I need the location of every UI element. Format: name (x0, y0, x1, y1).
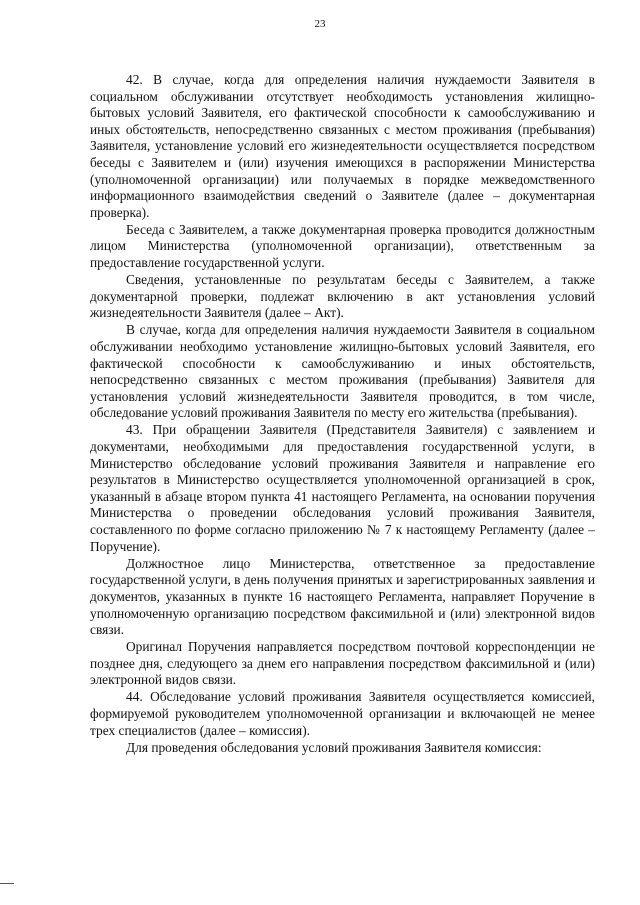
document-body (90, 72, 595, 757)
paragraph-42: 42. В случае, когда для определения наличия нуждаемости Заявителя в социальном обслуживании отсутствует необходимость установления жилищно-бытовых условий Заявителя, его фактической способности к самообслуживанию и иных обстоятельств, непосредственно связанных с местом проживания (пребывания) Заявителя, установление условий его жизнедеятельности осуществляется посредством беседы с Заявителем и (или) изучения имеющихся в распоряжении Министерства (уполномоченной организации) или получаемых в порядке межведомственного информационного взаимодействия сведений о Заявителе (далее – документарная проверка). (90, 72, 595, 220)
paragraph-act: Сведения, установленные по результатам беседы с Заявителем, а также документарной проверки, подлежат включению в акт установления условий жизнедеятельности Заявителя (далее – Акт). (90, 272, 595, 321)
scan-edge-mark (0, 883, 14, 884)
paragraph-44: 44. Обследование условий проживания Заявителя осуществляется комиссией, формируемой руководителем уполномоченной организации и включающей не менее трех специалистов (далее – комиссия). (90, 689, 595, 738)
paragraph-conversation: Беседа с Заявителем, а также документарная проверка проводится должностным лицом Министерства (уполномоченной организации), ответственным за предоставление государственной услуги. (90, 221, 595, 271)
paragraph-official: Должностное лицо Министерства, ответственное за предоставление государственной услуги, в день получения принятых и зарегистрированных заявления и документов, указанных в пункте 16 настоящего Регламента, направляет Поручение в уполномоченную организацию посредством факсимильной и (или) электронной видов связи. (90, 555, 595, 638)
paragraph-original: Оригинал Поручения направляется посредством почтовой корреспонденции не позднее дня, следующего за днем его направления посредством факсимильной и (или) электронной видов связи. (90, 639, 595, 688)
paragraph-inspection-case: В случае, когда для определения наличия нуждаемости Заявителя в социальном обслуживании необходимо установление жилищно-бытовых условий Заявителя, его фактической способности к самообслуживанию и иных обстоятельств, непосредственно связанных с местом проживания (пребывания) Заявителя для установления условий жизнедеятельности Заявителя проводится, в том числе, обследование условий проживания Заявителя по месту его жительства (пребывания). (90, 322, 595, 421)
page-number: 23 (314, 18, 326, 30)
paragraph-43: 43. При обращении Заявителя (Представителя Заявителя) с заявлением и документами, необходимыми для предоставления государственной услуги, в Министерство обследование условий проживания Заявителя и направление его результатов в Министерство осуществляется уполномоченной организацией в срок, указанный в абзаце втором пункта 41 настоящего Регламента, на основании поручения Министерства о проведении обследования условий проживания Заявителя, составленного по форме согласно приложению № 7 к настоящему Регламенту (далее – Поручение). (90, 422, 595, 554)
paragraph-commission: Для проведения обследования условий проживания Заявителя комиссия: (126, 739, 542, 755)
